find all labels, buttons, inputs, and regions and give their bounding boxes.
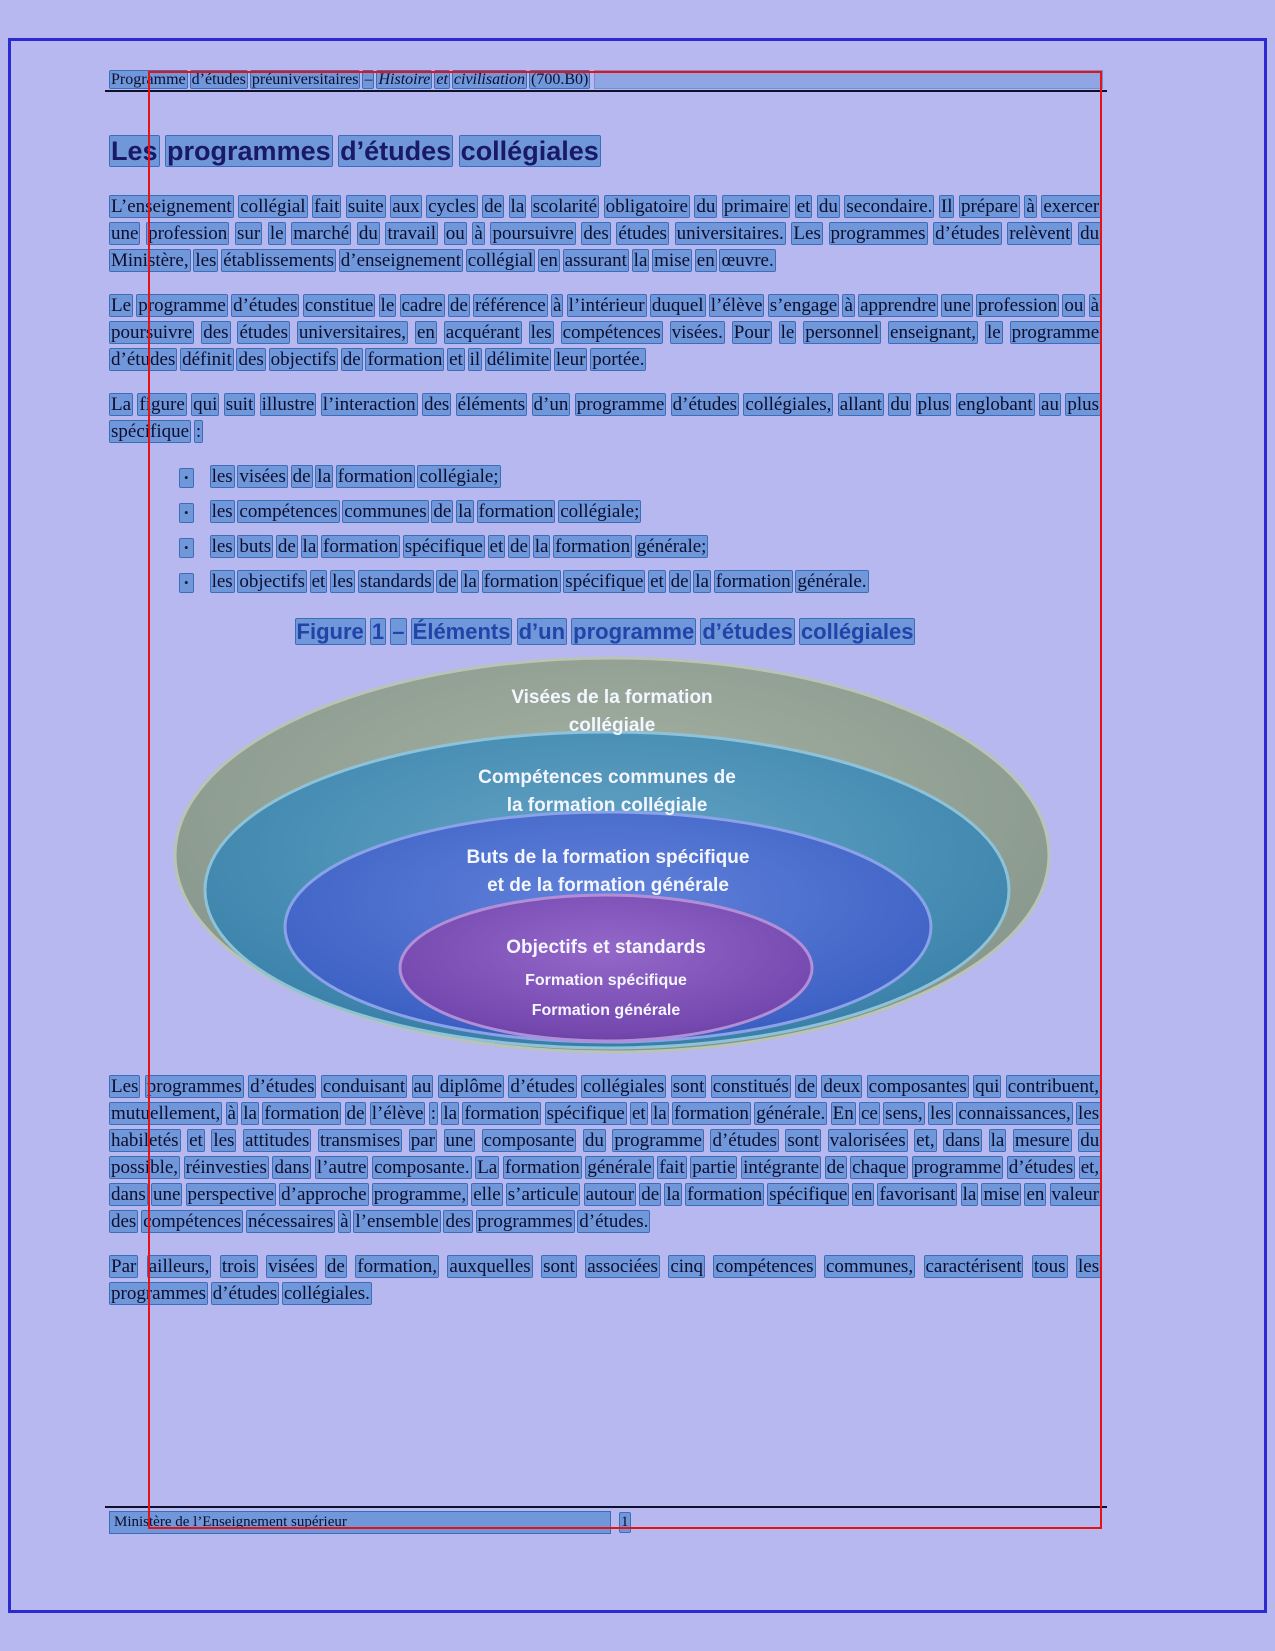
bullet-list	[110, 463, 1100, 595]
bullet-text: les visées de la formation collégiale;	[211, 466, 499, 487]
bullet-text: les objectifs et les standards de la formation spécifique et de la formation générale.	[211, 571, 867, 592]
page-header	[110, 70, 1102, 89]
paragraph-2: Le programme d’études constitue le cadre de référence à l’intérieur duquel l’élève s’engage à apprendre une profession ou à poursuivre des études universitaires, en acquérant les compétences visées. Pour le personnel enseignant, le programme d’études définit des objectifs de formation et il délimite leur portée.	[111, 295, 1100, 370]
bullet-icon: •	[180, 574, 193, 592]
page-number: 1	[621, 1514, 629, 1530]
header-rule	[105, 90, 1107, 92]
paragraph-3: La figure qui suit illustre l’interaction des éléments d’un programme d’études collégiales, allant du plus englobant au plus spécifique :	[111, 394, 1099, 442]
page-title: Les programmes d’études collégiales	[111, 136, 599, 166]
bullet-icon: •	[180, 539, 193, 557]
paragraph-5: Par ailleurs, trois visées de formation, auxquelles sont associées cinq compétences communes, caractérisent tous les programmes d’études collégiales.	[111, 1256, 1100, 1304]
program-diagram	[110, 655, 1100, 1065]
ring-label-buts-line1: Buts de la formation spécifique	[466, 847, 750, 868]
header-prefix: Programme d’études préuniversitaires –	[111, 71, 373, 88]
header-suffix: (700.B0)	[531, 71, 589, 88]
ring-label-competences-line2: la formation collégiale	[506, 795, 708, 816]
ring-ellipse-objectifs	[400, 895, 812, 1041]
paragraph-4: Les programmes d’études conduisant au diplôme d’études collégiales sont constitués de deux composantes qui contribuent, mutuellement, à la formation de l’élève : la formation spécifique et la formation générale. En ce sens, les connaissances, les habiletés et les attitudes transmises par une composante du programme d’études sont valorisées et, dans la mesure du possible, réinvesties dans l’autre composante. La formation générale fait partie intégrante de chaque programme d’études et, dans une perspective d’approche programme, elle s’articule autour de la formation spécifique en favorisant la mise en valeur des compétences nécessaires à l’ensemble des programmes d’études.	[111, 1076, 1100, 1232]
list-item	[180, 498, 1100, 525]
bullet-icon: •	[180, 504, 193, 522]
ring-label-formation-specifique: Formation spécifique	[525, 972, 687, 989]
figure-caption: Figure 1 – Éléments d’un programme d’études collégiales	[296, 619, 914, 644]
page-footer	[110, 1512, 1100, 1533]
header-italic-title: Histoire et civilisation	[378, 71, 525, 88]
footer-text: Ministère de l’Enseignement supérieur	[114, 1514, 347, 1530]
list-item	[180, 568, 1100, 595]
bullet-text: les buts de la formation spécifique et de la formation générale;	[211, 536, 707, 557]
header-highlight-bar	[595, 71, 1102, 88]
list-item	[180, 533, 1100, 560]
ring-label-competences-line1: Compétences communes de	[478, 767, 736, 788]
paragraph-1: L’enseignement collégial fait suite aux cycles de la scolarité obligatoire du primaire et du secondaire. Il prépare à exercer une profession sur le marché du travail ou à poursuivre des études universitaires. Les programmes d’études relèvent du Ministère, les établissements d’enseignement collégial en assurant la mise en œuvre.	[111, 196, 1100, 271]
ring-label-visees-line2: collégiale	[568, 715, 656, 736]
header-text	[110, 70, 589, 89]
ring-label-visees-line1: Visées de la formation	[511, 687, 713, 708]
ring-label-buts-line2: et de la formation générale	[487, 875, 729, 896]
ring-label-objectifs-title: Objectifs et standards	[506, 937, 706, 958]
ring-label-formation-generale: Formation générale	[531, 1002, 681, 1019]
bullet-text: les compétences communes de la formation collégiale;	[211, 501, 640, 522]
list-item	[180, 463, 1100, 490]
bullet-icon: •	[180, 469, 193, 487]
footer-rule	[105, 1506, 1107, 1508]
document-content	[110, 136, 1100, 1325]
footer-highlight-bar	[110, 1512, 610, 1533]
